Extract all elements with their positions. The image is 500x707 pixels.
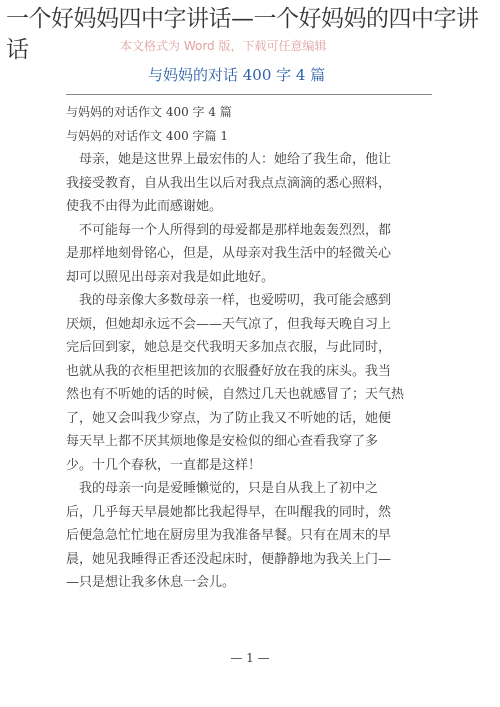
page-number: — 1 — <box>230 651 270 665</box>
paragraph-line: 了，她又会叫我少穿点，为了防止我又不听她的话，她便 <box>66 410 392 426</box>
paragraph-line: 不可能每一个人所得到的母爱都是那样地轰轰烈烈，都 <box>66 222 392 238</box>
paragraph-line: 是那样地刻骨铭心，但是，从母亲对我生活中的轻微关心 <box>66 246 392 261</box>
paragraph-line: 却可以照见出母亲对我是如此地好。 <box>66 269 275 285</box>
paragraph-line: 也就从我的衣柜里把该加的衣服叠好放在我的床头。我当 <box>66 363 392 379</box>
paragraph-line: 晨，她见我睡得正香还没起床时，便静静地为我关上门— <box>66 551 392 567</box>
document-banner-title: 与妈妈的对话 400 字 4 篇 <box>148 66 326 84</box>
banner-divider <box>66 94 432 95</box>
paragraph-line: 厌烦，但她却永远不会——天气凉了，但我每天晚自习上 <box>66 316 392 332</box>
paragraph-line: 母亲，她是这世界上最宏伟的人：她给了我生命，他让 <box>66 152 392 167</box>
document-title: 与妈妈的对话作文 400 字 4 篇 <box>66 105 232 119</box>
paragraph-line: 每天早上都不厌其烦地像是安检似的细心查看我穿了多 <box>66 434 379 449</box>
paragraph-line: —只是想让我多休息一会儿。 <box>66 575 236 590</box>
paragraph-line: 然也有不听她的话的时候，自然过几天也就感冒了；天气热 <box>66 387 405 402</box>
paragraph-line: 使我不由得为此而感谢她。 <box>66 199 223 214</box>
document-body <box>66 100 432 595</box>
paragraph-line: 完后回到家，她总是交代我明天多加点衣服，与此同时， <box>66 340 392 355</box>
paragraph-line: 我的母亲像大多数母亲一样，也爱唠叨，我可能会感到 <box>66 293 392 308</box>
paragraph-line: 我接受教育，自从我出生以后对我点点滴滴的悉心照料， <box>66 175 392 191</box>
paragraph-line: 后，几乎每天早晨她都比我起得早，在叫醒我的同时，然 <box>66 504 392 520</box>
paragraph-1 <box>66 148 432 219</box>
paragraph-4 <box>66 477 432 595</box>
paragraph-line: 少。十几个春秋，一直都是这样！ <box>66 457 262 473</box>
paragraph-line: 我的母亲一向是爱睡懒觉的，只是自从我上了初中之 <box>66 481 379 496</box>
page-heading: 一个好妈妈四中字讲话—一个好妈妈的四中字讲话 <box>6 6 479 63</box>
paragraph-3 <box>66 289 432 477</box>
document-subtitle: 与妈妈的对话作文 400 字篇 1 <box>66 129 228 143</box>
watermark-notice: 本文格式为 Word 版，下载可任意编辑 <box>120 39 327 53</box>
paragraph-2 <box>66 219 432 290</box>
paragraph-line: 后便急急忙忙地在厨房里为我准备早餐。只有在周末的早 <box>66 528 392 543</box>
